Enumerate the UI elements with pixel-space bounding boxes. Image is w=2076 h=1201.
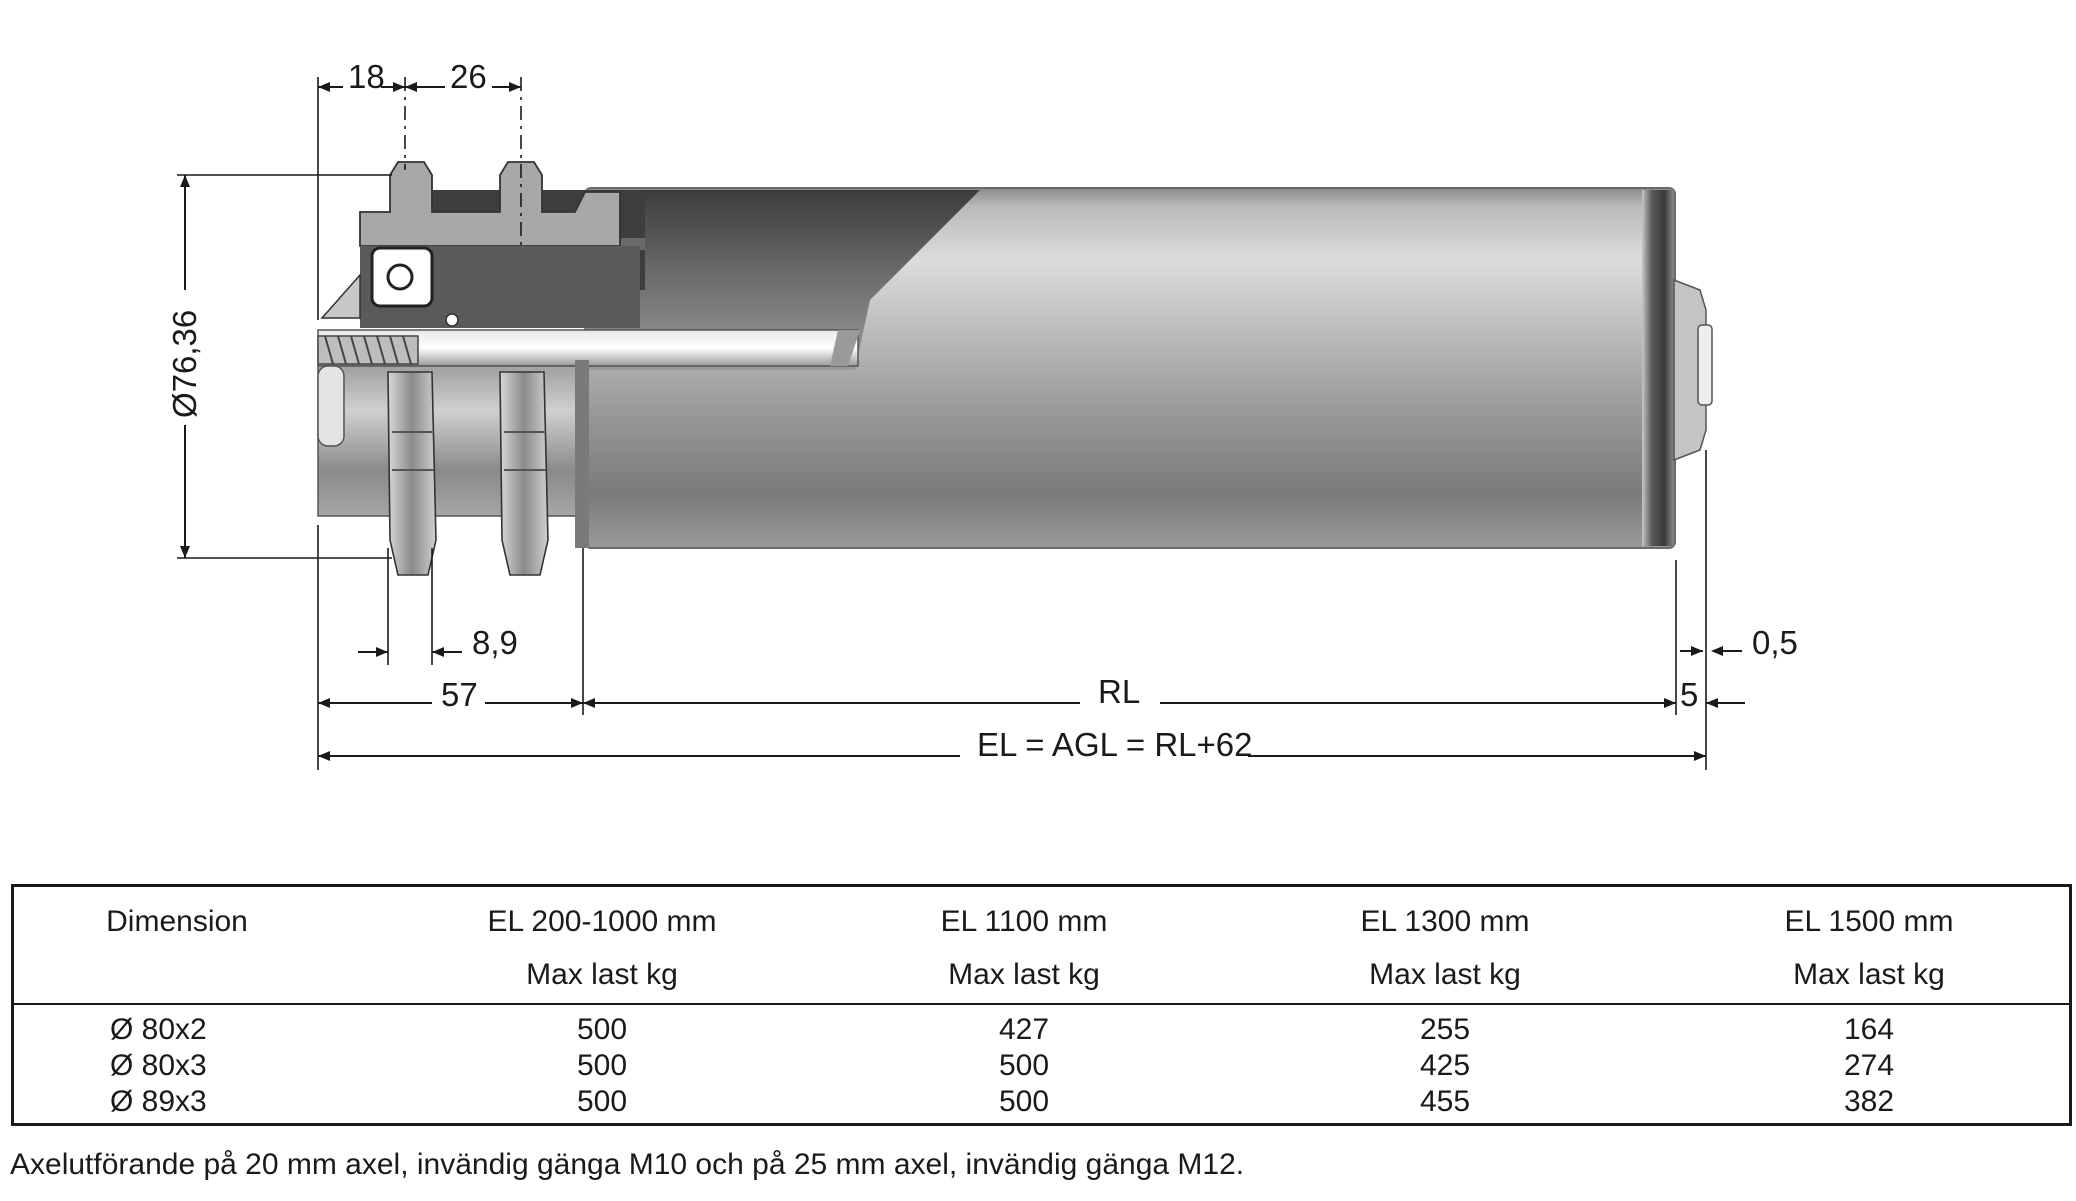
- dim-8-9-label: 8,9: [472, 624, 518, 661]
- dim-el: [318, 715, 1706, 770]
- threaded-end: [318, 336, 418, 364]
- footnote: Axelutförande på 20 mm axel, invändig gänga M10 och på 25 mm axel, invändig gänga M12.: [10, 1148, 1245, 1181]
- sprocket-hub: [318, 360, 589, 575]
- dim-diameter-label: Ø76,36: [166, 309, 203, 418]
- table-divider: [14, 1003, 2069, 1005]
- header-col-1: EL 200-1000 mm: [487, 905, 717, 938]
- row-1-dimension: Ø 80x2: [110, 1013, 207, 1046]
- dim-5: [1680, 676, 1745, 713]
- dim-8-9: [358, 548, 518, 665]
- row-2-col-1: 500: [576, 1049, 628, 1082]
- header-col-3: EL 1300 mm: [1360, 905, 1530, 938]
- row-2-col-2: 500: [998, 1049, 1050, 1082]
- row-1-col-1: 500: [576, 1013, 628, 1046]
- row-1-col-2: 427: [998, 1013, 1050, 1046]
- subheader-col-4: Max last kg: [1793, 958, 1945, 991]
- header-col-2: EL 1100 mm: [940, 905, 1108, 938]
- dim-18-label: 18: [348, 58, 385, 95]
- dim-5-label: 5: [1680, 676, 1699, 713]
- subheader-col-1: Max last kg: [526, 958, 678, 991]
- right-shaft-end: [1674, 280, 1712, 460]
- dim-el-label: EL = AGL = RL+62: [977, 726, 1253, 763]
- dim-rl-label: RL: [1098, 673, 1141, 710]
- sprocket-teeth-upper: [322, 162, 640, 328]
- row-2-col-3: 425: [1419, 1049, 1471, 1082]
- row-1-col-3: 255: [1419, 1013, 1471, 1046]
- dim-rl: [583, 673, 1676, 710]
- header-dimension: Dimension: [106, 905, 248, 938]
- dim-57-label: 57: [441, 676, 478, 713]
- subheader-col-3: Max last kg: [1369, 958, 1521, 991]
- spec-table: [11, 884, 2072, 1126]
- header-col-4: EL 1500 mm: [1784, 905, 1954, 938]
- row-3-col-1: 500: [576, 1085, 628, 1118]
- row-2-dimension: Ø 80x3: [110, 1049, 207, 1082]
- row-3-col-3: 455: [1419, 1085, 1471, 1118]
- row-3-dimension: Ø 89x3: [110, 1085, 207, 1118]
- row-3-col-4: 382: [1843, 1085, 1895, 1118]
- row-2-col-4: 274: [1843, 1049, 1895, 1082]
- dim-0-5-label: 0,5: [1752, 624, 1798, 661]
- row-1-col-4: 164: [1843, 1013, 1895, 1046]
- row-3-col-2: 500: [998, 1085, 1050, 1118]
- subheader-col-2: Max last kg: [948, 958, 1100, 991]
- dim-26-label: 26: [450, 58, 487, 95]
